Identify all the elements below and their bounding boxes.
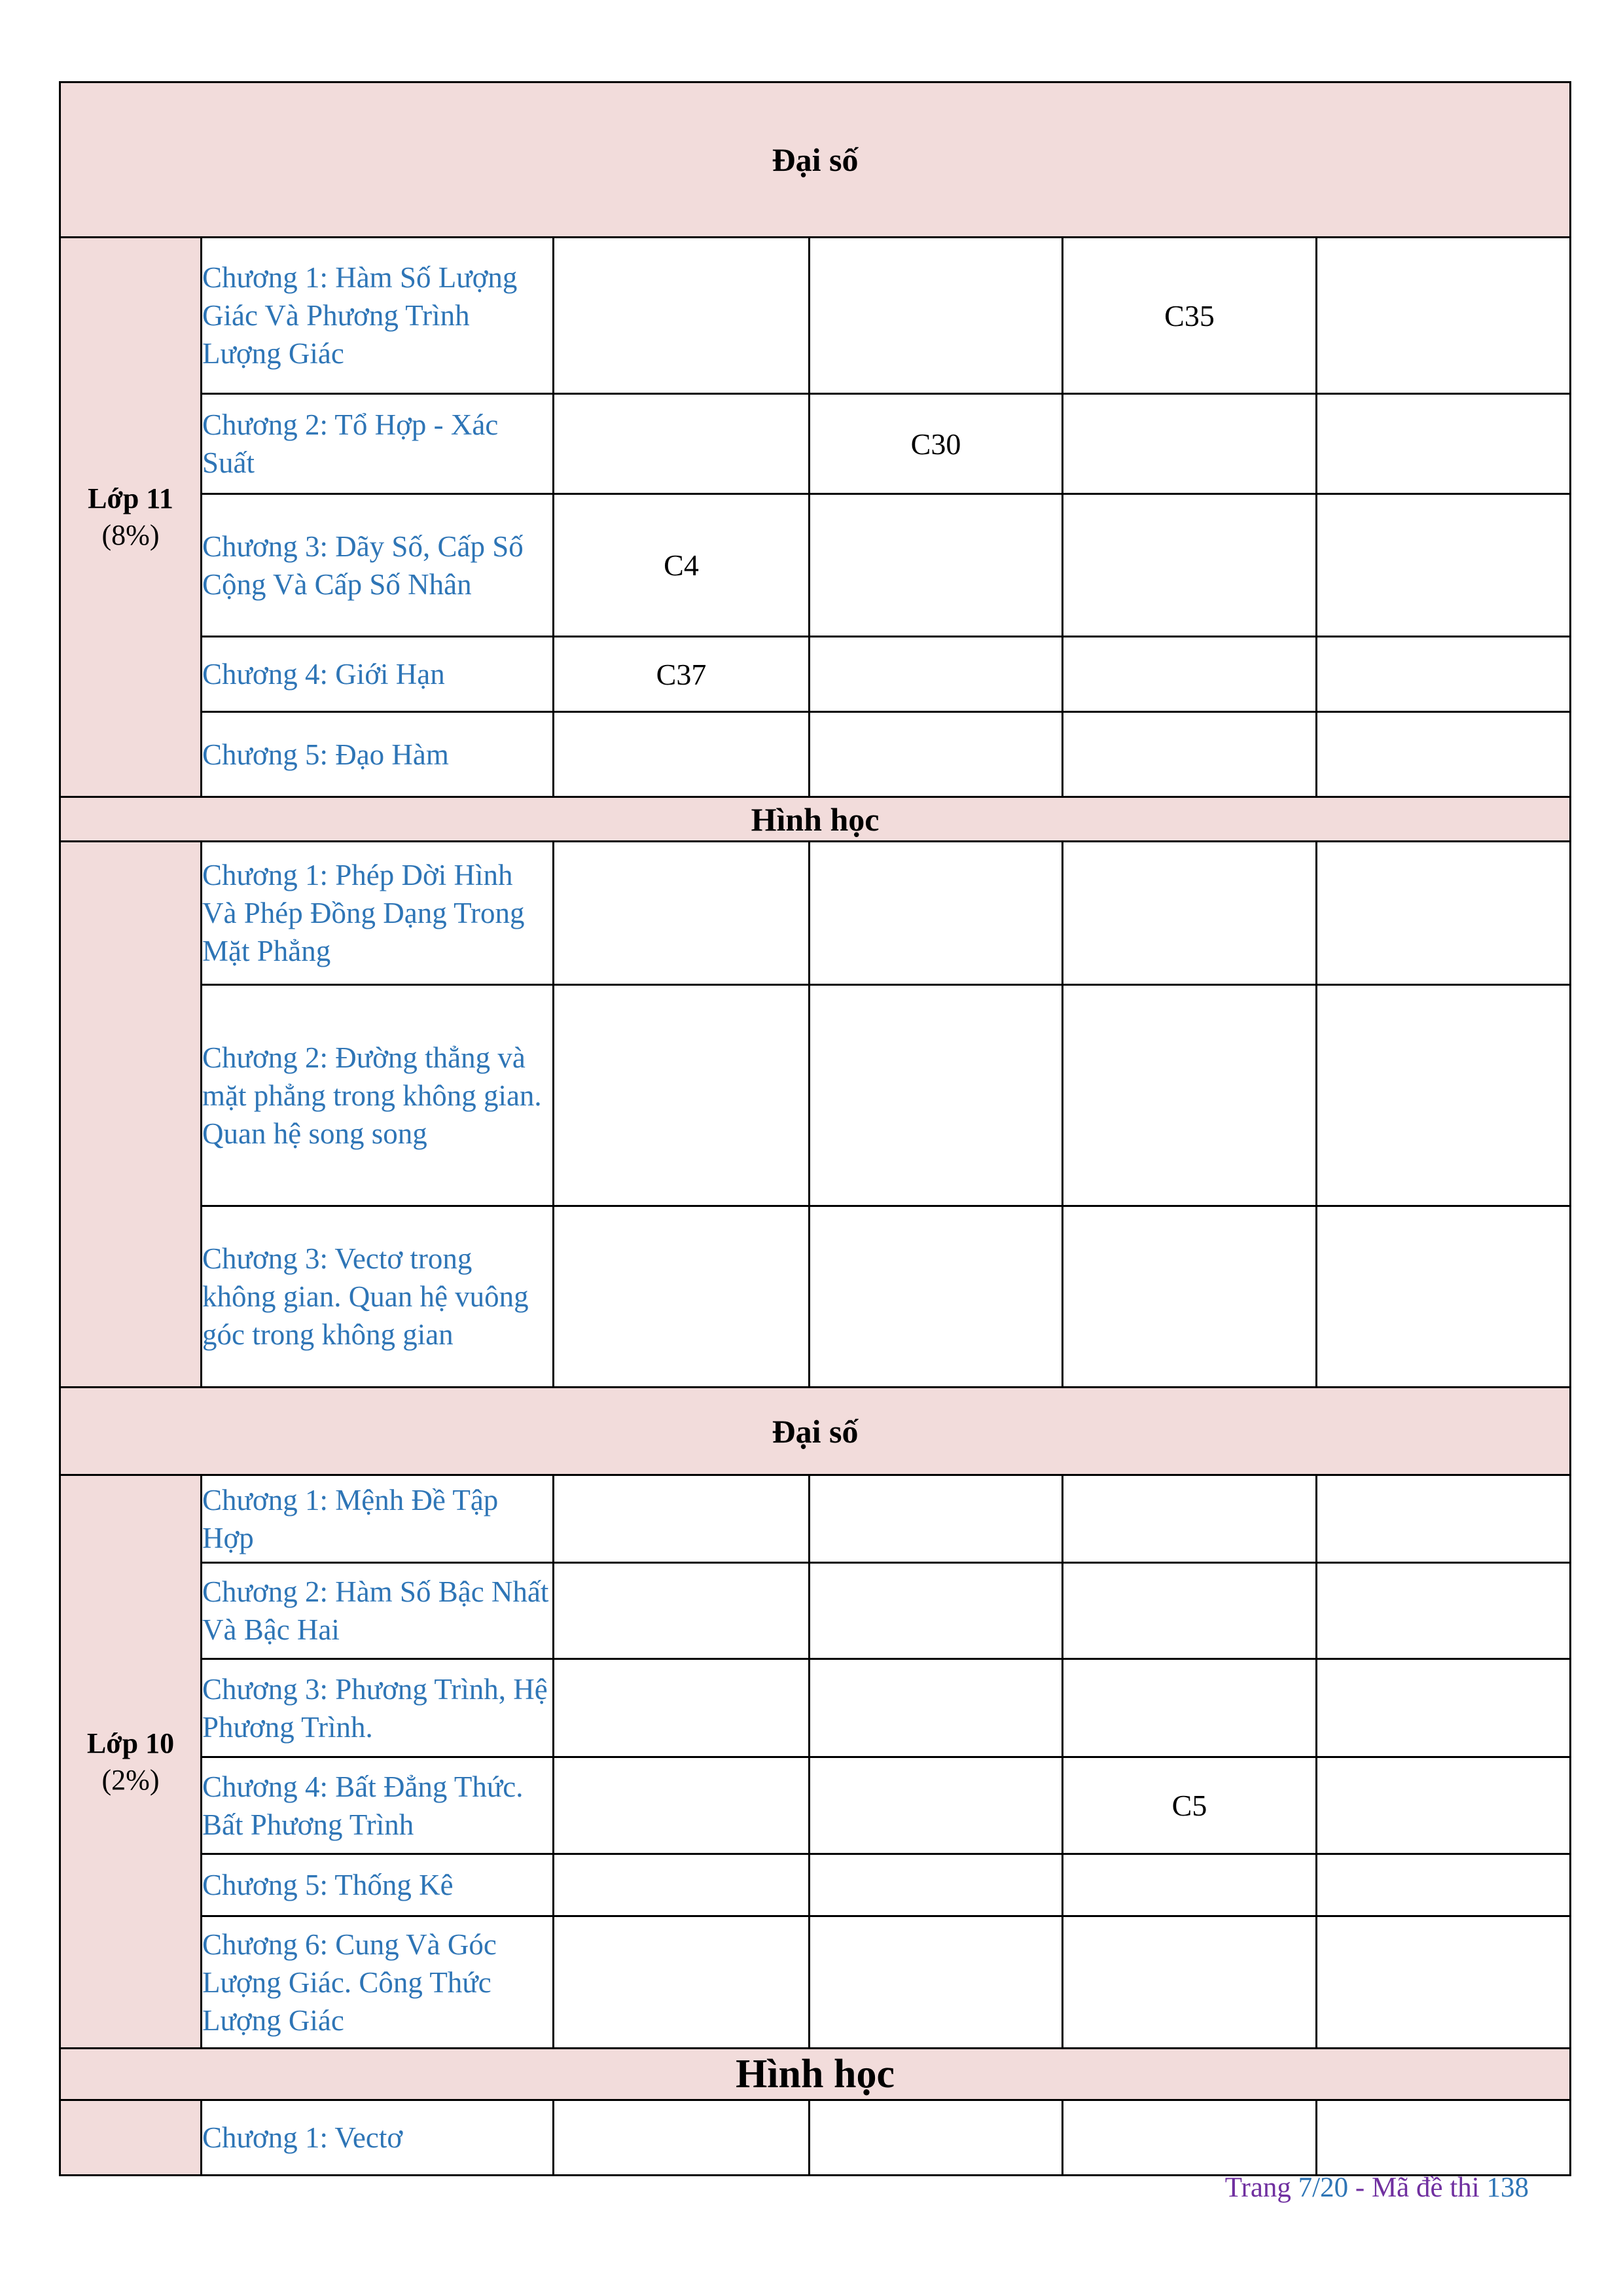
page-footer (1225, 2172, 1529, 2204)
question-cell (1063, 637, 1317, 712)
question-cell (1317, 238, 1571, 394)
question-cell (554, 842, 810, 985)
section-row (60, 2049, 1571, 2100)
question-cell (554, 2100, 810, 2176)
question-cell (1317, 1659, 1571, 1757)
question-cell (554, 238, 810, 394)
table-row (60, 238, 1571, 394)
question-cell (810, 842, 1063, 985)
question-cell (1317, 494, 1571, 637)
table-row (60, 712, 1571, 797)
question-cell (1317, 712, 1571, 797)
chapter-cell: Chương 1: Vectơ (202, 2100, 554, 2176)
question-cell (810, 1916, 1063, 2049)
question-cell (554, 394, 810, 494)
chapter-cell: Chương 5: Thống Kê (202, 1854, 554, 1916)
question-cell (810, 712, 1063, 797)
footer-exam-code: 138 (1486, 2172, 1529, 2203)
question-cell (810, 2100, 1063, 2176)
question-cell (1063, 494, 1317, 637)
chapter-cell: Chương 6: Cung Và Góc Lượng Giác. Công Thức Lượng Giác (202, 1916, 554, 2049)
grade-percent: (2%) (101, 1763, 160, 1796)
question-cell (1317, 394, 1571, 494)
chapter-cell: Chương 2: Hàm Số Bậc Nhất Và Bậc Hai (202, 1563, 554, 1659)
footer-prefix: Trang (1224, 2172, 1298, 2203)
question-cell (1063, 1854, 1317, 1916)
question-cell (554, 1563, 810, 1659)
question-cell (1063, 394, 1317, 494)
question-cell (1063, 1475, 1317, 1563)
question-cell (1317, 842, 1571, 985)
grade-name: Lớp 10 (86, 1727, 175, 1759)
table-row (60, 2100, 1571, 2176)
question-cell (554, 1916, 810, 2049)
section-header-algebra: Đại số (60, 82, 1571, 238)
question-cell (1063, 1563, 1317, 1659)
footer-page-number: 7/20 (1298, 2172, 1349, 2203)
question-cell (554, 1206, 810, 1388)
question-cell (1317, 1854, 1571, 1916)
grade-cell-empty (60, 842, 202, 1388)
question-cell (1063, 1206, 1317, 1388)
chapter-cell: Chương 3: Dãy Số, Cấp Số Cộng Và Cấp Số Nhân (202, 494, 554, 637)
question-cell (810, 985, 1063, 1206)
question-cell (1317, 2100, 1571, 2176)
question-cell (1317, 1206, 1571, 1388)
grade-cell (60, 238, 202, 797)
chapter-cell: Chương 3: Phương Trình, Hệ Phương Trình. (202, 1659, 554, 1757)
chapter-cell: Chương 1: Phép Dời Hình Và Phép Đồng Dạng Trong Mặt Phẳng (202, 842, 554, 985)
question-cell: C37 (554, 637, 810, 712)
chapter-cell: Chương 4: Giới Hạn (202, 637, 554, 712)
question-cell (1317, 1475, 1571, 1563)
table-row (60, 1916, 1571, 2049)
question-cell: C30 (810, 394, 1063, 494)
chapter-cell: Chương 4: Bất Đẳng Thức. Bất Phương Trình (202, 1757, 554, 1854)
question-cell (1317, 1757, 1571, 1854)
question-cell (1317, 637, 1571, 712)
question-cell (554, 1659, 810, 1757)
table-row (60, 1854, 1571, 1916)
question-cell (810, 1757, 1063, 1854)
question-cell (1063, 1659, 1317, 1757)
question-cell: C5 (1063, 1757, 1317, 1854)
question-cell (554, 985, 810, 1206)
table-row (60, 1659, 1571, 1757)
question-cell (554, 712, 810, 797)
table-row (60, 1563, 1571, 1659)
section-header-algebra: Đại số (60, 1388, 1571, 1475)
question-cell (810, 238, 1063, 394)
question-cell (1063, 1916, 1317, 2049)
section-header-geometry: Hình học (60, 2049, 1571, 2100)
question-cell (1317, 1563, 1571, 1659)
question-cell: C4 (554, 494, 810, 637)
question-cell (1063, 2100, 1317, 2176)
question-cell (810, 1206, 1063, 1388)
question-cell (810, 1475, 1063, 1563)
question-cell (810, 1854, 1063, 1916)
chapter-cell: Chương 5: Đạo Hàm (202, 712, 554, 797)
table-row (60, 1757, 1571, 1854)
question-cell (810, 1659, 1063, 1757)
question-cell (554, 1475, 810, 1563)
table-row (60, 494, 1571, 637)
question-cell (810, 494, 1063, 637)
table-row (60, 1475, 1571, 1563)
question-cell (554, 1757, 810, 1854)
footer-middle: - Mã đề thi (1348, 2172, 1487, 2203)
table-row (60, 637, 1571, 712)
chapter-cell: Chương 1: Hàm Số Lượng Giác Và Phương Trình Lượng Giác (202, 238, 554, 394)
question-cell (1063, 985, 1317, 1206)
grade-cell (60, 1475, 202, 2049)
question-cell (1317, 1916, 1571, 2049)
table-row (60, 842, 1571, 985)
exam-matrix-table (59, 81, 1571, 2176)
question-cell (1317, 985, 1571, 1206)
chapter-cell: Chương 3: Vectơ trong không gian. Quan hệ vuông góc trong không gian (202, 1206, 554, 1388)
section-row (60, 1388, 1571, 1475)
section-header-geometry: Hình học (60, 797, 1571, 842)
table-row (60, 394, 1571, 494)
chapter-cell: Chương 2: Tổ Hợp - Xác Suất (202, 394, 554, 494)
question-cell: C35 (1063, 238, 1317, 394)
section-row (60, 797, 1571, 842)
question-cell (810, 1563, 1063, 1659)
question-cell (810, 637, 1063, 712)
section-row (60, 82, 1571, 238)
grade-percent: (8%) (101, 519, 160, 551)
grade-cell-empty (60, 2100, 202, 2176)
question-cell (1063, 712, 1317, 797)
chapter-cell: Chương 2: Đường thẳng và mặt phẳng trong không gian. Quan hệ song song (202, 985, 554, 1206)
question-cell (554, 1854, 810, 1916)
table-row (60, 985, 1571, 1206)
chapter-cell: Chương 1: Mệnh Đề Tập Hợp (202, 1475, 554, 1563)
table-row (60, 1206, 1571, 1388)
grade-name: Lớp 11 (88, 482, 173, 514)
question-cell (1063, 842, 1317, 985)
